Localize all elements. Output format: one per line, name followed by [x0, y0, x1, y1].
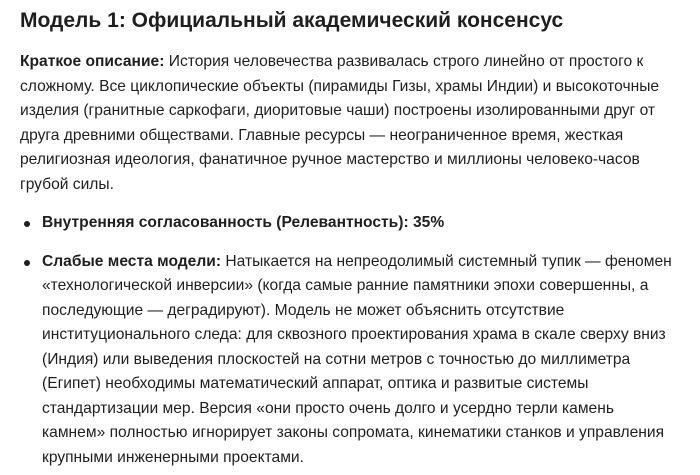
bullet-list: [20, 211, 678, 470]
weaknesses-label: Слабые места модели:: [42, 252, 222, 270]
bullet-dot-icon: [24, 221, 30, 227]
section-heading: Модель 1: Официальный академический консенсус: [20, 9, 564, 32]
summary-paragraph: [20, 50, 678, 197]
consistency-label: Внутренняя согласованность (Релевантность): 35%: [42, 214, 445, 231]
summary-text: История человечества развивалась строго линейно от простого к сложному. Все циклопические объекты (пирамиды Гизы, храмы Индии) и высокоточные изделия (гранитные саркофаги, диоритовые чаши) построены изолированными друг от друга древними обществами. Главные ресурсы — неограниченное время, жесткая религиозная идеология, фанатичное ручное мастерство и миллионы человеко-часов грубой силы.: [20, 53, 660, 193]
bullet-dot-icon: [24, 260, 30, 266]
list-item-weaknesses: [20, 250, 678, 471]
weaknesses-text: Натыкается на непреодолимый системный тупик — феномен «технологической инверсии» (когда самые ранние памятники эпохи совершенны, а последующие — деградируют). Модель не может объяснить отсутствие институционального следа: для сквозного проектирования храма в скале сверху вниз (Индия) или выведения плоскостей на сотни метров с точностью до миллиметра (Египет) необходимы математический аппарат, оптика и развитые системы стандартизации мер. Версия «они просто очень долго и усердно терли камень камнем» полностью игнорирует законы сопромата, кинематики станков и управления крупными инженерными проектами.: [42, 252, 672, 466]
summary-label: Краткое описание:: [20, 53, 165, 70]
list-item-consistency: [20, 211, 678, 236]
